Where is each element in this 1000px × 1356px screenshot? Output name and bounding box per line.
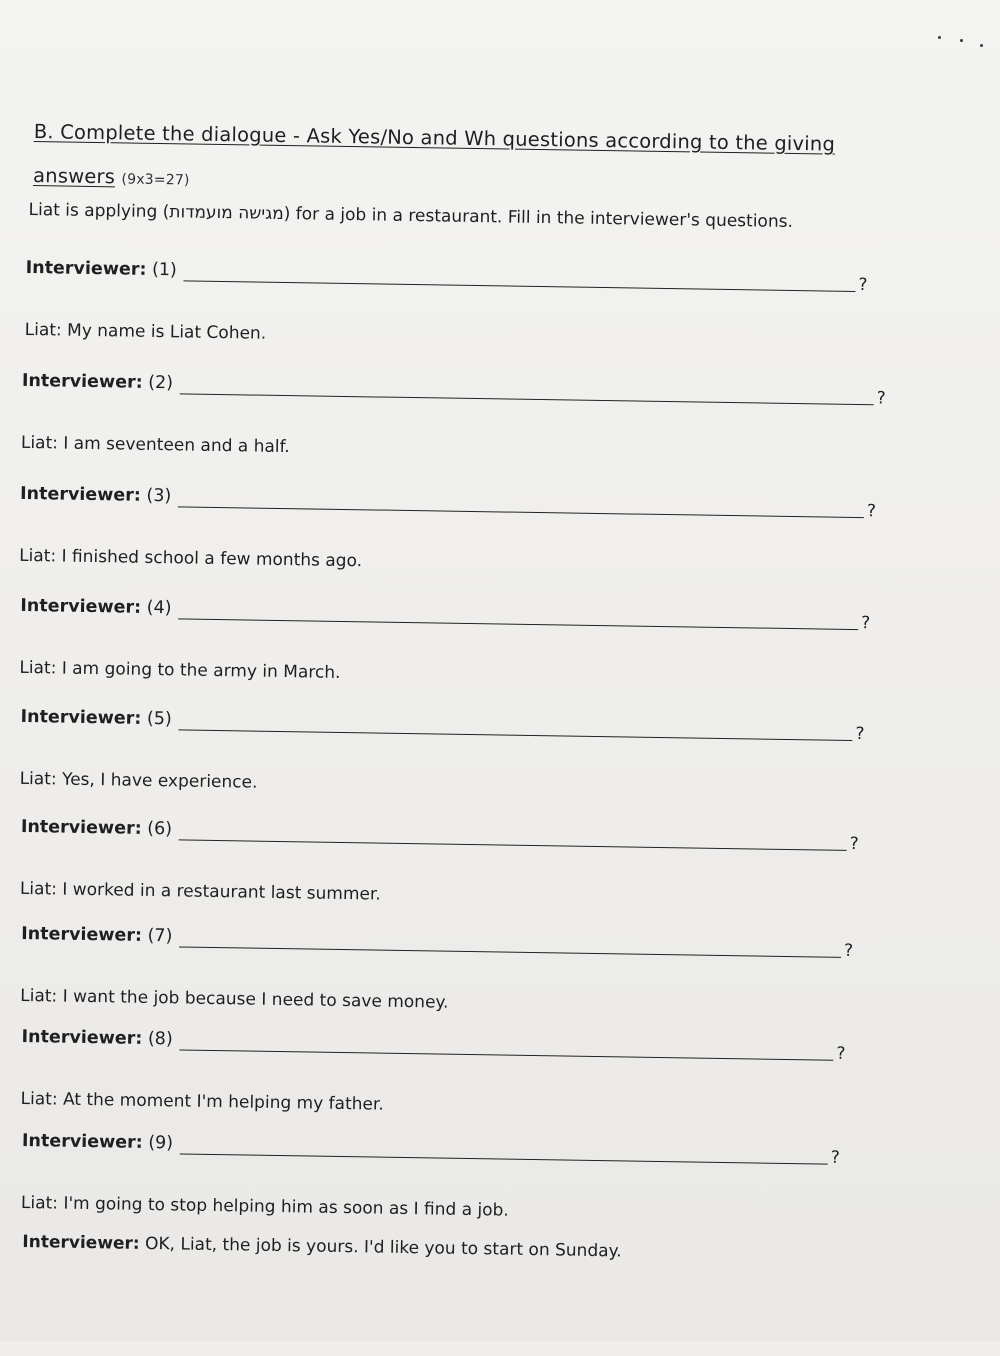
interviewer-label: Interviewer: <box>21 1131 143 1153</box>
dialogue-item <box>19 707 920 803</box>
interviewer-label: Interviewer: <box>21 923 143 946</box>
interviewer-question <box>21 924 922 978</box>
intro-before: Liat is applying ( <box>28 199 170 223</box>
dialogue-item <box>20 817 921 913</box>
intro-after: ) for a job in a restaurant. Fill in the interviewer's questions. <box>283 203 794 232</box>
dialogue-item <box>20 1027 921 1123</box>
interviewer-label: Interviewer: <box>21 370 143 393</box>
interviewer-question <box>21 1131 922 1185</box>
answer-blank-line[interactable] <box>178 729 852 741</box>
interviewer-label: Interviewer: <box>25 257 147 280</box>
answer-blank-line[interactable] <box>179 946 841 957</box>
question-number: (1) <box>151 259 177 281</box>
question-number: (8) <box>147 1028 173 1050</box>
liat-answer: Liat: Yes, I have experience. <box>19 768 258 793</box>
question-mark: ? <box>855 724 865 745</box>
liat-answer: Liat: At the moment I'm helping my father. <box>20 1088 384 1115</box>
dialogue-item <box>25 258 926 354</box>
liat-answer: Liat: I want the job because I need to save money. <box>20 985 449 1013</box>
answer-blank-line[interactable] <box>178 618 858 630</box>
question-mark: ? <box>858 275 868 296</box>
answer-blank-line[interactable] <box>179 1049 833 1060</box>
answer-blank-line[interactable] <box>179 839 847 850</box>
liat-answer: Liat: I worked in a restaurant last summer. <box>19 878 381 905</box>
section-heading <box>33 110 914 214</box>
interviewer-question <box>20 596 921 650</box>
question-mark: ? <box>861 613 871 634</box>
dialogue-item <box>19 596 920 692</box>
question-mark: ? <box>836 1043 846 1064</box>
interviewer-question <box>20 707 921 761</box>
interviewer-label: Interviewer: <box>20 706 142 729</box>
heading-line-1: B. Complete the dialogue - Ask Yes/No and Wh questions according to the giving <box>33 120 836 156</box>
dialogue-item <box>20 924 921 1020</box>
liat-answer: Liat: I finished school a few months ago. <box>18 545 363 572</box>
dialogue-item <box>21 371 922 467</box>
intro-hebrew: מגישה מועמדות <box>169 202 284 224</box>
heading-line-2: answers <box>32 164 116 189</box>
question-number: (2) <box>148 372 174 394</box>
closing-text: OK, Liat, the job is yours. I'd like you to start on Sunday. <box>139 1233 622 1262</box>
interviewer-label: Interviewer: <box>20 816 142 839</box>
liat-answer: Liat: My name is Liat Cohen. <box>24 319 267 344</box>
score-note: (9x3=27) <box>121 171 190 189</box>
interviewer-question <box>25 258 926 312</box>
interviewer-question <box>21 1027 922 1081</box>
interviewer-question <box>20 484 921 538</box>
answer-blank-line[interactable] <box>178 506 864 518</box>
question-number: (4) <box>146 597 172 619</box>
liat-answer: Liat: I am going to the army in March. <box>19 657 341 683</box>
question-mark: ? <box>843 940 854 962</box>
interviewer-question <box>21 371 922 425</box>
answer-blank-line[interactable] <box>180 393 874 405</box>
answer-blank-line[interactable] <box>183 280 855 292</box>
question-mark: ? <box>866 501 877 522</box>
dialogue-item <box>19 484 920 580</box>
question-number: (9) <box>148 1132 174 1154</box>
answer-blank-line[interactable] <box>180 1153 828 1164</box>
question-number: (7) <box>147 925 173 947</box>
question-number: (3) <box>146 485 172 507</box>
closing-line <box>22 1232 622 1261</box>
interviewer-label: Interviewer: <box>19 483 142 506</box>
interviewer-label: Interviewer: <box>20 595 142 618</box>
question-mark: ? <box>876 388 886 409</box>
question-mark: ? <box>849 833 859 855</box>
interviewer-question <box>20 817 921 871</box>
closing-label: Interviewer: <box>22 1232 140 1254</box>
liat-answer: Liat: I'm going to stop helping him as soon as I find a job. <box>20 1192 509 1221</box>
question-mark: ? <box>830 1147 840 1168</box>
liat-answer: Liat: I am seventeen and a half. <box>20 432 290 458</box>
question-number: (5) <box>146 708 172 730</box>
dialogue-item <box>21 1131 922 1227</box>
question-number: (6) <box>147 818 173 840</box>
interviewer-label: Interviewer: <box>21 1026 143 1049</box>
